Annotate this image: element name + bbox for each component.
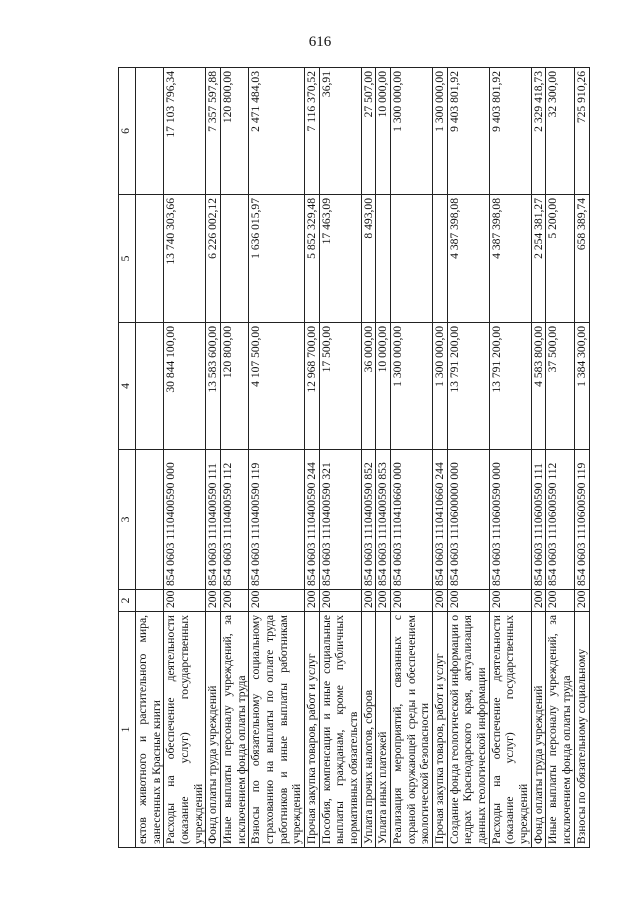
row-column-4-amount: 13 791 200,00 (447, 323, 489, 450)
row-code-cell: 854 0603 1110400590 111 (206, 450, 221, 590)
row-column-5-amount (136, 195, 164, 323)
row-name-cell: Иные выплаты персоналу учреждений, за исключением фонда оплаты труда (546, 612, 574, 848)
row-column-6-amount: 17 103 796,34 (164, 68, 206, 195)
table-row (531, 68, 546, 848)
row-name-cell: Фонд оплаты труда учреждений (206, 612, 221, 848)
row-code-cell: 854 0603 1110410660 000 (391, 450, 433, 590)
row-column-2-cell: 200 (447, 590, 489, 612)
header-cell: 5 (119, 195, 136, 323)
row-column-4-amount: 12 968 700,00 (305, 323, 320, 450)
row-column-5-amount: 2 254 381,27 (531, 195, 546, 323)
row-column-2-cell: 200 (376, 590, 391, 612)
table-row (164, 68, 206, 848)
row-column-5-amount: 13 740 303,66 (164, 195, 206, 323)
row-code-cell: 854 0603 1110400590 852 (361, 450, 376, 590)
row-name-cell: Реализация мероприятий, связанных с охраной окружающей среды и обеспечением экологической безопасности (391, 612, 433, 848)
row-column-4-amount: 1 300 000,00 (391, 323, 433, 450)
row-column-5-amount: 17 463,09 (319, 195, 361, 323)
row-column-6-amount: 36,91 (319, 68, 361, 195)
row-code-cell: 854 0603 1110400590 244 (305, 450, 320, 590)
row-column-6-amount: 9 403 801,92 (447, 68, 489, 195)
row-column-2-cell: 200 (319, 590, 361, 612)
table-row (489, 68, 531, 848)
row-column-6-amount: 2 471 484,03 (249, 68, 305, 195)
row-column-6-amount: 7 116 370,52 (305, 68, 320, 195)
row-column-2-cell: 200 (433, 590, 448, 612)
row-column-2-cell: 200 (391, 590, 433, 612)
table-row (206, 68, 221, 848)
row-column-6-amount: 27 507,00 (361, 68, 376, 195)
row-column-5-amount (433, 195, 448, 323)
row-column-4-amount (136, 323, 164, 450)
row-name-cell: Фонд оплаты труда учреждений (531, 612, 546, 848)
page-number: 616 (308, 34, 332, 50)
row-code-cell (136, 450, 164, 590)
header-cell: 1 (119, 612, 136, 848)
row-code-cell: 854 0603 1110400590 321 (319, 450, 361, 590)
header-cell: 4 (119, 323, 136, 450)
row-column-6-amount (136, 68, 164, 195)
row-name-cell: Взносы по обязательному социальному страхованию на выплаты по оплате труда работников и иные выплаты работникам учреждений (249, 612, 305, 848)
row-code-cell: 854 0603 1110400590 000 (164, 450, 206, 590)
row-column-2-cell: 200 (489, 590, 531, 612)
table-row (221, 68, 249, 848)
table-row (546, 68, 574, 848)
row-column-2-cell: 200 (206, 590, 221, 612)
row-column-5-amount (221, 195, 249, 323)
table-row (136, 68, 164, 848)
row-column-5-amount: 5 200,00 (546, 195, 574, 323)
row-name-cell: Взносы по обязательному социальному (574, 612, 589, 848)
row-code-cell: 854 0603 1110600590 112 (546, 450, 574, 590)
row-column-4-amount: 37 500,00 (546, 323, 574, 450)
table-row (433, 68, 448, 848)
row-code-cell: 854 0603 1110600000 000 (447, 450, 489, 590)
row-column-2-cell: 200 (164, 590, 206, 612)
row-column-2-cell: 200 (531, 590, 546, 612)
header-cell: 6 (119, 68, 136, 195)
row-code-cell: 854 0603 1110400590 853 (376, 450, 391, 590)
row-name-cell: Прочая закупка товаров, работ и услуг (305, 612, 320, 848)
row-column-4-amount: 4 583 800,00 (531, 323, 546, 450)
row-column-6-amount: 1 300 000,00 (433, 68, 448, 195)
row-column-6-amount: 725 910,26 (574, 68, 589, 195)
table-row (574, 68, 589, 848)
row-column-2-cell: 200 (249, 590, 305, 612)
row-column-4-amount: 13 791 200,00 (489, 323, 531, 450)
row-column-2-cell: 200 (305, 590, 320, 612)
row-name-cell: Пособия, компенсации и иные социальные выплаты гражданам, кроме публичных нормативных обязательств (319, 612, 361, 848)
row-code-cell: 854 0603 1110400590 119 (249, 450, 305, 590)
row-column-2-cell: 200 (221, 590, 249, 612)
row-name-cell: ектов животного и растительного мира, занесенных в Красные книги (136, 612, 164, 848)
row-column-5-amount (391, 195, 433, 323)
row-column-5-amount: 658 389,74 (574, 195, 589, 323)
row-name-cell: Иные выплаты персоналу учреждений, за исключением фонда оплаты труда (221, 612, 249, 848)
row-code-cell: 854 0603 1110600590 111 (531, 450, 546, 590)
row-name-cell: Прочая закупка товаров, работ и услуг (433, 612, 448, 848)
row-name-cell: Расходы на обеспечение деятельности (оказание услуг) государственных учреждений (489, 612, 531, 848)
table-row (376, 68, 391, 848)
table-row (319, 68, 361, 848)
row-column-5-amount (376, 195, 391, 323)
row-code-cell: 854 0603 1110400590 112 (221, 450, 249, 590)
row-column-6-amount: 32 300,00 (546, 68, 574, 195)
header-cell: 3 (119, 450, 136, 590)
row-column-4-amount: 1 300 000,00 (433, 323, 448, 450)
row-column-6-amount: 7 357 597,88 (206, 68, 221, 195)
rotated-table-wrapper (118, 68, 614, 848)
row-column-4-amount: 36 000,00 (361, 323, 376, 450)
row-column-2-cell: 200 (574, 590, 589, 612)
row-name-cell: Расходы на обеспечение деятельности (оказание услуг) государственных учреждений (164, 612, 206, 848)
row-name-cell: Уплата иных платежей (376, 612, 391, 848)
row-code-cell: 854 0603 1110600590 000 (489, 450, 531, 590)
table-row (391, 68, 433, 848)
row-column-4-amount: 30 844 100,00 (164, 323, 206, 450)
row-code-cell: 854 0603 1110410660 244 (433, 450, 448, 590)
row-column-5-amount: 8 493,00 (361, 195, 376, 323)
table-row (447, 68, 489, 848)
table-row (361, 68, 376, 848)
row-column-4-amount: 17 500,00 (319, 323, 361, 450)
row-column-5-amount: 4 387 398,08 (447, 195, 489, 323)
row-column-4-amount: 1 384 300,00 (574, 323, 589, 450)
row-column-5-amount: 5 852 329,48 (305, 195, 320, 323)
header-cell: 2 (119, 590, 136, 612)
row-column-4-amount: 13 583 600,00 (206, 323, 221, 450)
row-column-4-amount: 120 800,00 (221, 323, 249, 450)
table-row (305, 68, 320, 848)
row-column-6-amount: 2 329 418,73 (531, 68, 546, 195)
row-column-2-cell (136, 590, 164, 612)
row-name-cell: Уплата прочих налогов, сборов (361, 612, 376, 848)
row-column-5-amount: 4 387 398,08 (489, 195, 531, 323)
row-column-5-amount: 6 226 002,12 (206, 195, 221, 323)
row-name-cell: Создание фонда геологической информации о недрах Краснодарского края, актуализация данных геологической информации (447, 612, 489, 848)
row-column-4-amount: 10 000,00 (376, 323, 391, 450)
row-code-cell: 854 0603 1110600590 119 (574, 450, 589, 590)
row-column-2-cell: 200 (546, 590, 574, 612)
budget-table (118, 67, 590, 848)
row-column-2-cell: 200 (361, 590, 376, 612)
row-column-6-amount: 9 403 801,92 (489, 68, 531, 195)
row-column-6-amount: 120 800,00 (221, 68, 249, 195)
row-column-5-amount: 1 636 015,97 (249, 195, 305, 323)
row-column-6-amount: 1 300 000,00 (391, 68, 433, 195)
row-column-6-amount: 10 000,00 (376, 68, 391, 195)
table-header-row (119, 68, 136, 848)
row-column-4-amount: 4 107 500,00 (249, 323, 305, 450)
table-row (249, 68, 305, 848)
